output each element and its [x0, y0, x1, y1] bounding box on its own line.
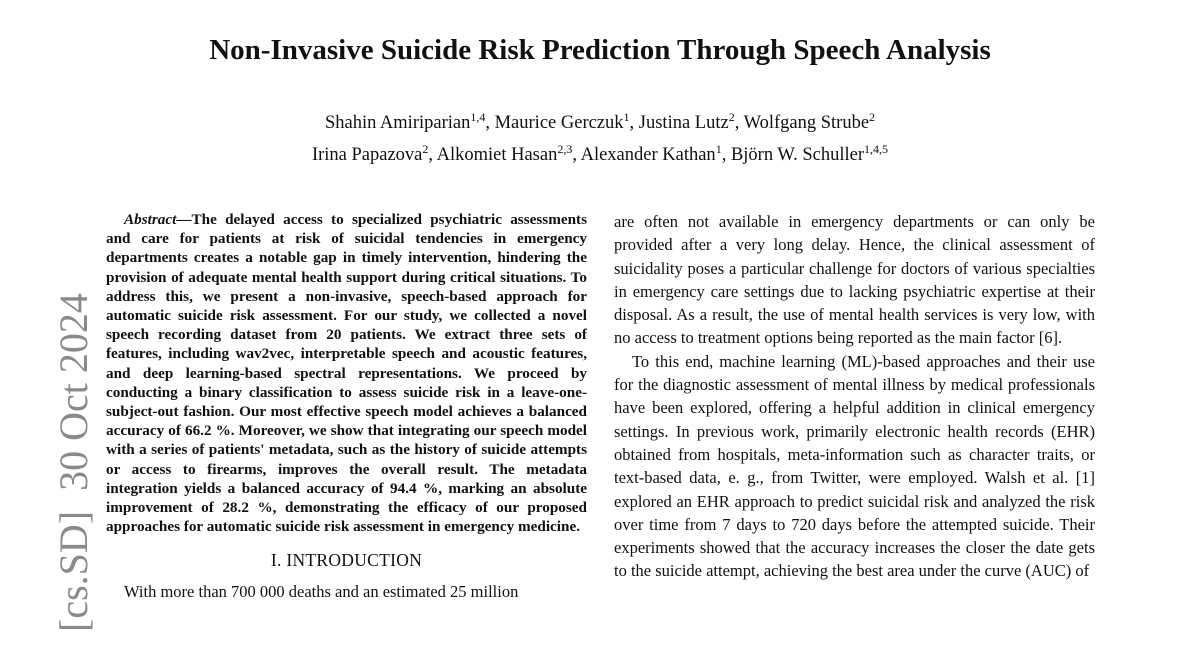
- abstract: [106, 210, 587, 536]
- author-affiliation: 2,3: [557, 142, 573, 157]
- author-separator: ,: [629, 113, 639, 134]
- author-name: Shahin Amiriparian: [324, 113, 471, 134]
- author-line-1: [0, 104, 1200, 136]
- author-name: Wolfgang Strube: [743, 113, 870, 134]
- author-name: Justina Lutz: [638, 113, 729, 134]
- author-affiliation: 1,4,5: [864, 142, 889, 157]
- paragraph-continued: are often not available in emergency departments or can only be provided after a very long delay. Hence, the clinical assessment of suicidality poses a particular challenge for doctors of various specialties in emergency care settings due to lacking psychiatric expertise at their disposal. As a result, the use of mental health services is very low, with no access to treatment options being reported as the main factor [6].: [614, 212, 1095, 348]
- author-separator: ,: [572, 145, 581, 166]
- author-name: Maurice Gerczuk: [494, 113, 624, 134]
- introduction-first-line: With more than 700 000 deaths and an estimated 25 million: [124, 582, 519, 602]
- paper-title: Non-Invasive Suicide Risk Prediction Through Speech Analysis: [209, 34, 991, 66]
- author-affiliation: 2: [869, 110, 876, 124]
- author-affiliation: 1,4: [470, 110, 486, 124]
- author-separator: ,: [428, 145, 437, 166]
- author-name: Alkomiet Hasan: [436, 145, 558, 166]
- arxiv-date: 30 Oct 2024: [51, 293, 96, 491]
- abstract-dash: —: [176, 211, 192, 228]
- paragraph-ml-approaches: To this end, machine learning (ML)-based approaches and their use for the diagnostic assessment of mental illness by medical professionals have been explored, offering a helpful addition in clinical emergency settings. In previous work, primarily electronic health records (EHR) obtained from hospitals, meta-information such as character traits, or text-based data, e. g., from Twitter, were employed. Walsh et al. [1] explored an EHR approach to predict suicidal risk and analyzed the risk over time from 7 days to 720 days before the attempted suicide. Their experiments showed that the accuracy increases the closer the date gets to the suicide attempt, achieving the best area under the curve (AUC) of: [614, 351, 1095, 581]
- abstract-text: The delayed access to specialized psychiatric assessments and care for patients at risk of suicidal tendencies in emergency departments creates a notable gap in timely intervention, hindering the provision of adequate mental health support during critical situations. To address this, we present a non-invasive, speech-based approach for automatic suicide risk assessment. For our study, we collected a novel speech recording dataset from 20 patients. We extract three sets of features, including wav2vec, interpretable speech and acoustic features, and deep learning-based spectral representations. We proceed by conducting a binary classification to assess suicide risk in a leave-one-subject-out fashion. Our most effective speech model achieves a balanced accuracy of 66.2 %. Moreover, we show that integrating our speech model with a series of patients' metadata, such as the history of suicide attempts or access to firearms, improves the overall result. The metadata integration yields a balanced accuracy of 94.4 %, marking an absolute improvement of 28.2 %, demonstrating the efficacy of our proposed approaches for automatic suicide risk assessment in emergency medicine.: [106, 211, 587, 536]
- author-affiliation: 2: [422, 142, 429, 157]
- arxiv-category: [cs.SD]: [51, 510, 96, 632]
- right-column: [614, 210, 1095, 583]
- author-list: [0, 104, 1200, 168]
- author-line-2: [0, 136, 1200, 168]
- author-name: Irina Papazova: [311, 145, 423, 166]
- arxiv-stamp: [51, 293, 96, 632]
- author-separator: ,: [721, 145, 731, 166]
- author-affiliation: 1: [715, 142, 722, 157]
- abstract-label: Abstract: [124, 211, 177, 228]
- author-name: Alexander Kathan: [580, 145, 716, 166]
- author-affiliation: 1: [623, 110, 630, 124]
- author-separator: ,: [485, 113, 495, 134]
- section-heading-introduction: I. INTRODUCTION: [270, 550, 423, 571]
- author-separator: ,: [734, 113, 744, 134]
- author-name: Björn W. Schuller: [730, 145, 865, 166]
- left-column: [106, 210, 587, 603]
- author-affiliation: 2: [728, 110, 735, 124]
